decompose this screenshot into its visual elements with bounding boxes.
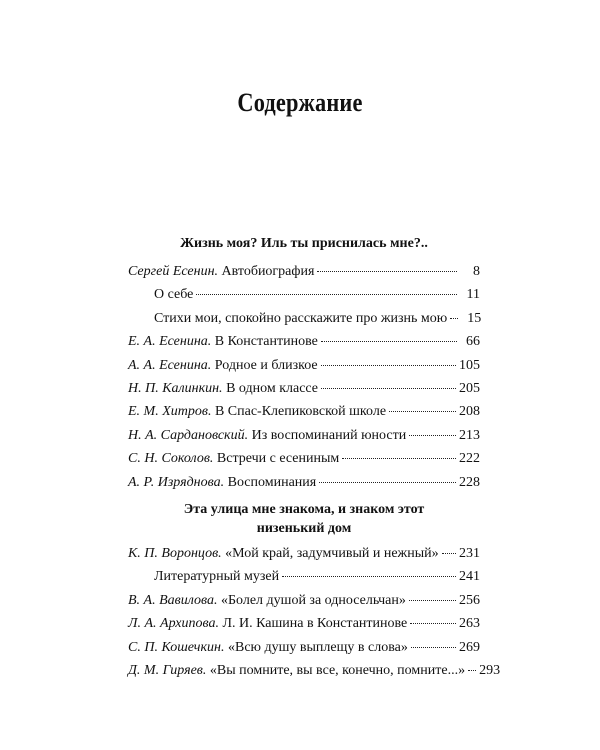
- entry-page-number: 213: [459, 427, 480, 443]
- toc-section-2: [128, 546, 501, 686]
- toc-entry[interactable]: [128, 640, 480, 663]
- dot-leader: [409, 600, 456, 601]
- toc-entry[interactable]: [128, 381, 480, 404]
- entry-title: Литературный музей: [154, 569, 280, 585]
- toc-section-1: [128, 264, 480, 498]
- entry-page-number: 269: [459, 639, 480, 655]
- toc-entry[interactable]: [128, 593, 480, 616]
- dot-leader: [411, 647, 456, 648]
- entry-title: «Мой край, задумчивый и нежный»: [225, 546, 439, 561]
- entry-page-number: 231: [459, 546, 480, 561]
- entry-page-number: 15: [467, 310, 482, 326]
- entry-author: Е. М. Хитров.: [128, 404, 212, 420]
- toc-entry[interactable]: [128, 264, 480, 287]
- entry-title: Встречи с есениным: [216, 451, 340, 467]
- toc-entry[interactable]: [128, 358, 480, 381]
- entry-title: Л. И. Кашина в Константинове: [222, 616, 408, 632]
- toc-entry[interactable]: [128, 546, 480, 569]
- entry-author: С. Н. Соколов.: [128, 451, 214, 467]
- entry-title: Стихи мои, спокойно расскажите про жизнь мою: [154, 310, 448, 326]
- entry-author: Л. А. Архипова.: [128, 616, 219, 632]
- toc-entry[interactable]: [128, 616, 480, 639]
- entry-title: «Вы помните, вы все, конечно, помните...»: [209, 662, 466, 678]
- entry-title: В одном классе: [226, 380, 319, 396]
- section-heading-2: [128, 500, 480, 538]
- entry-title: «Болел душой за односельчан»: [221, 592, 406, 608]
- entry-title: В Константинове: [214, 334, 318, 350]
- toc-entry[interactable]: [128, 451, 480, 474]
- section-heading-line: низенький дом: [256, 521, 352, 536]
- toc-entry[interactable]: [128, 404, 480, 427]
- dot-leader: [450, 318, 458, 319]
- dot-leader: [342, 458, 456, 459]
- entry-author: А. Р. Изряднова.: [128, 474, 225, 490]
- entry-page-number: 241: [459, 569, 480, 585]
- dot-leader: [321, 388, 456, 389]
- entry-page-number: 228: [459, 474, 480, 490]
- entry-title: Из воспоминаний юности: [251, 427, 407, 443]
- toc-entry[interactable]: [128, 662, 501, 686]
- toc-entry[interactable]: [128, 428, 480, 451]
- entry-page-number: 8: [473, 264, 480, 279]
- entry-author: Сергей Есенин.: [128, 264, 219, 279]
- entry-page-number: 11: [466, 287, 480, 303]
- dot-leader: [389, 411, 456, 412]
- toc-entry[interactable]: [128, 475, 480, 498]
- entry-author: В. А. Вавилова.: [128, 592, 218, 608]
- toc-entry[interactable]: [128, 287, 480, 310]
- section-heading-1: Жизнь моя? Иль ты приснилась мне?..: [180, 236, 428, 251]
- entry-page-number: 205: [459, 380, 480, 396]
- entry-page-number: 66: [466, 334, 480, 350]
- entry-title: О себе: [154, 287, 194, 303]
- dot-leader: [468, 670, 476, 671]
- entry-author: А. А. Есенина.: [128, 357, 212, 373]
- page-title: Содержание: [237, 88, 363, 117]
- dot-leader: [442, 553, 456, 554]
- dot-leader: [321, 341, 457, 342]
- dot-leader: [409, 435, 456, 436]
- toc-entry[interactable]: [128, 334, 480, 357]
- entry-page-number: 208: [459, 404, 480, 420]
- dot-leader: [317, 271, 457, 272]
- entry-author: К. П. Воронцов.: [128, 546, 222, 561]
- entry-page-number: 263: [459, 616, 480, 632]
- entry-page-number: 256: [459, 592, 480, 608]
- section-heading-line: Эта улица мне знакома, и знаком этот: [183, 502, 425, 517]
- entry-title: «Всю душу выплещу в слова»: [227, 639, 408, 655]
- dot-leader: [196, 294, 457, 295]
- toc-entry[interactable]: [128, 311, 480, 334]
- dot-leader: [321, 365, 456, 366]
- entry-author: С. П. Кошечкин.: [128, 639, 225, 655]
- entry-author: Д. М. Гиряев.: [128, 662, 207, 678]
- entry-author: Н. А. Сардановский.: [128, 427, 249, 443]
- entry-title: В Спас-Клепиковской школе: [214, 404, 387, 420]
- dot-leader: [319, 482, 456, 483]
- entry-author: Н. П. Калинкин.: [128, 380, 223, 396]
- entry-title: Воспоминания: [227, 474, 317, 490]
- dot-leader: [410, 623, 456, 624]
- dot-leader: [282, 576, 456, 577]
- entry-author: Е. А. Есенина.: [128, 334, 212, 350]
- toc-entry[interactable]: [128, 569, 480, 592]
- entry-page-number: 293: [479, 662, 501, 678]
- entry-page-number: 222: [459, 451, 480, 467]
- entry-title: Автобиография: [221, 264, 315, 279]
- entry-title: Родное и близкое: [214, 357, 318, 373]
- entry-page-number: 105: [459, 357, 480, 373]
